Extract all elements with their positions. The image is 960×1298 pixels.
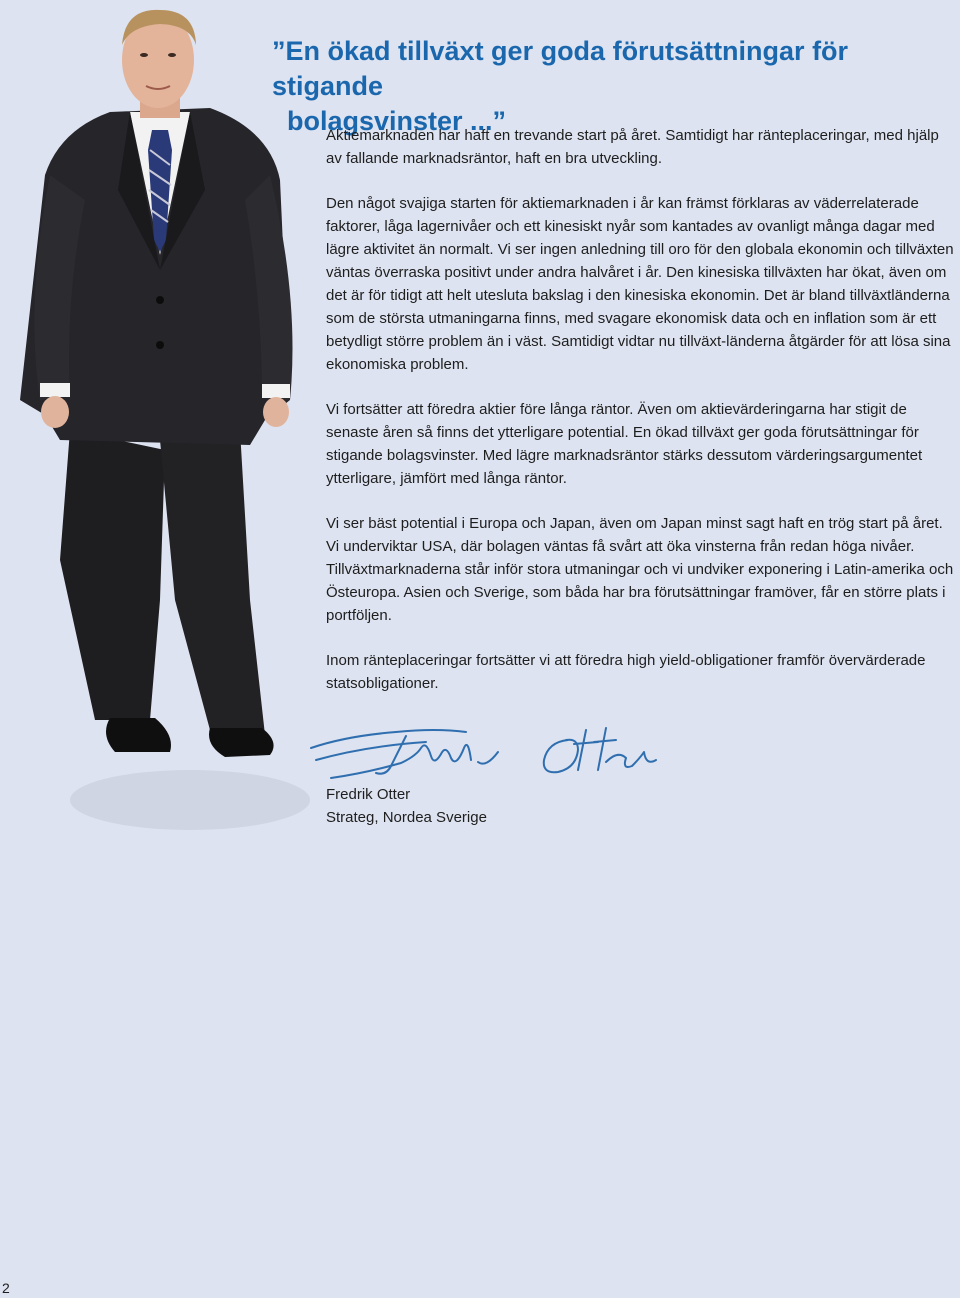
page-number: 2 [2, 1280, 10, 1296]
handwritten-signature [306, 718, 666, 788]
headline-line-2: bolagsvinster ...” [287, 106, 507, 136]
paragraph-1: Aktiemarknaden har haft en trevande start på året. Samtidigt har ränteplaceringar, med hjälp av fallande marknadsräntor, haft en bra utveckling. [326, 127, 939, 167]
paragraph-2: Den något svajiga starten för aktiemarknaden i år kan främst förklaras av väderrelaterade faktorer, låga lagernivåer och ett kinesiskt nyår som kantades av ovanligt många dagar med lägre aktivitet än normalt. Vi ser ingen anledning till oro för den globala ekonomin och tillväxten väntas överraska positivt under andra halvåret i år. Den kinesiska tillväxten har ökat, även om det är för tidigt att helt utesluta bakslag i den kinesiska ekonomin. Det är bland tillväxtländerna som de största utmaningarna finns, med svagare ekonomisk data och en inflation som är ett betydligt större problem än i väst. Samtidigt vidtar nu tillväxt-länderna åtgärder för att lösa sina ekonomiska problem. [326, 195, 954, 373]
article-body [326, 124, 956, 717]
paragraph-4: Vi ser bäst potential i Europa och Japan, även om Japan minst sagt haft en trög start på året. Vi underviktar USA, där bolagen väntas få svårt att öka vinsterna från redan höga nivåer. Tillväxtmarknaderna står inför stora utmaningar och vi undviker exponering i Latin-amerika och Östeuropa. Asien och Sverige, som båda har bra förutsättningar framöver, får en större plats i portföljen. [326, 515, 954, 624]
headline-line-1: ”En ökad tillväxt ger goda förutsättningar för stigande [272, 36, 849, 101]
author-title: Strateg, Nordea Sverige [326, 809, 487, 826]
author-name: Fredrik Otter [326, 786, 411, 803]
paragraph-3: Vi fortsätter att föredra aktier före långa räntor. Även om aktievärderingarna har stigit de senaste åren så finns det ytterligare potential. En ökad tillväxt ger goda förutsättningar för stigande bolagsvinster. Med lägre marknadsräntor stärks dessutom värderingsargumentet ytterligare, jämfört med långa räntor. [326, 401, 923, 487]
paragraph-5: Inom ränteplaceringar fortsätter vi att föredra high yield-obligationer framför övervärderade statsobligationer. [326, 652, 926, 692]
author-block [326, 783, 487, 829]
